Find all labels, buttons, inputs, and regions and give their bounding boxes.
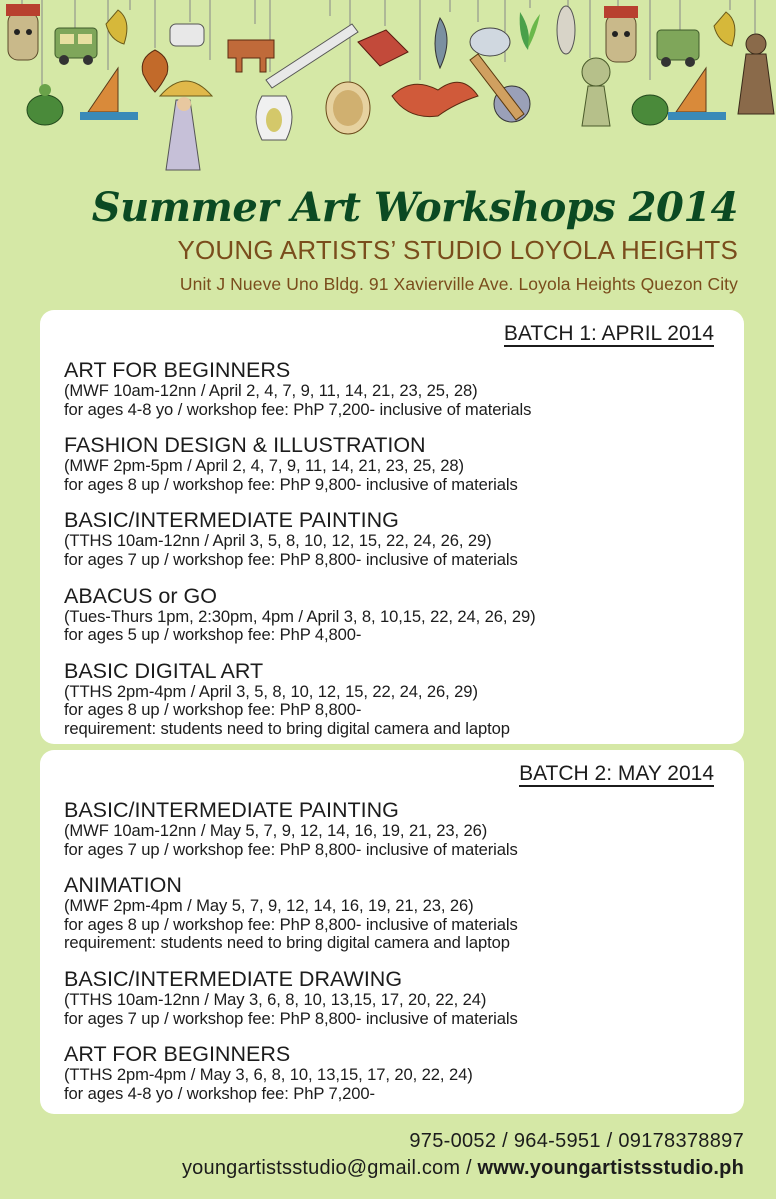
page-title: Summer Art Workshops 2014 xyxy=(91,184,738,231)
course-schedule: (TTHS 10am-12nn / April 3, 5, 8, 10, 12, 15, 22, 24, 26, 29) xyxy=(64,531,492,551)
course-schedule: (TTHS 2pm-4pm / April 3, 5, 8, 10, 12, 15, 22, 24, 26, 29) xyxy=(64,681,478,701)
course-abacus-or-go xyxy=(64,584,718,645)
course-art-for-beginners xyxy=(64,1042,718,1103)
course-details: for ages 7 up / workshop fee: PhP 8,800- inclusive of materials xyxy=(64,549,518,569)
course-schedule: (MWF 10am-12nn / May 5, 7, 9, 12, 14, 16, 19, 21, 23, 26) xyxy=(64,821,488,840)
studio-name: YOUNG ARTISTS’ STUDIO LOYOLA HEIGHTS xyxy=(177,235,738,265)
email-link[interactable]: youngartistsstudio@gmail.com xyxy=(181,1157,461,1179)
course-name: ANIMATION xyxy=(64,873,182,898)
course-schedule: (MWF 10am-12nn / April 2, 4, 7, 9, 11, 14, 21, 23, 25, 28) xyxy=(64,381,478,400)
course-name: ART FOR BEGINNERS xyxy=(64,358,291,382)
course-name: ABACUS or GO xyxy=(64,583,217,608)
batch-2-title: BATCH 2: MAY 2014 xyxy=(519,762,714,785)
course-schedule: (TTHS 10am-12nn / May 3, 6, 8, 10, 13,15, 17, 20, 22, 24) xyxy=(64,989,487,1009)
course-name: BASIC/INTERMEDIATE PAINTING xyxy=(64,508,399,533)
batch-1-panel xyxy=(40,310,744,744)
course-schedule: (MWF 2pm-4pm / May 5, 7, 9, 12, 14, 16, 19, 21, 23, 26) xyxy=(64,896,474,916)
course-basic-intermediate-drawing xyxy=(64,967,718,1028)
website-link[interactable]: www.youngartistsstudio.ph xyxy=(477,1157,744,1179)
course-details: for ages 8 up / workshop fee: PhP 8,800- inclusive of materials xyxy=(64,914,518,934)
course-details: for ages 8 up / workshop fee: PhP 8,800- xyxy=(64,700,362,720)
course-requirement: requirement: students need to bring digital camera and laptop xyxy=(64,718,510,738)
batch-2-panel xyxy=(40,750,744,1114)
course-art-for-beginners xyxy=(64,358,718,419)
course-requirement: requirement: students need to bring digital camera and laptop xyxy=(64,933,510,953)
course-animation xyxy=(64,873,718,953)
course-name: BASIC/INTERMEDIATE PAINTING xyxy=(64,798,399,822)
course-name: ART FOR BEGINNERS xyxy=(64,1042,291,1067)
course-name: BASIC/INTERMEDIATE DRAWING xyxy=(64,966,403,991)
phone-numbers: 975-0052 / 964-5951 / 09178378897 xyxy=(409,1130,744,1152)
contact-line xyxy=(182,1154,744,1182)
course-details: for ages 4-8 yo / workshop fee: PhP 7,200- xyxy=(64,1083,375,1103)
course-details: for ages 7 up / workshop fee: PhP 8,800- inclusive of materials xyxy=(64,1008,518,1028)
course-name: BASIC DIGITAL ART xyxy=(64,658,264,683)
course-schedule: (TTHS 2pm-4pm / May 3, 6, 8, 10, 13,15, 17, 20, 22, 24) xyxy=(64,1065,473,1085)
course-details: for ages 5 up / workshop fee: PhP 4,800- xyxy=(64,625,362,645)
hanging-crafts-illustration xyxy=(0,0,776,180)
course-details: for ages 8 up / workshop fee: PhP 9,800- inclusive of materials xyxy=(64,474,518,494)
course-details: for ages 7 up / workshop fee: PhP 8,800- inclusive of materials xyxy=(64,839,518,859)
course-basic-intermediate-painting xyxy=(64,508,718,569)
course-details: for ages 4-8 yo / workshop fee: PhP 7,200- inclusive of materials xyxy=(64,399,532,419)
header xyxy=(0,183,776,296)
course-schedule: (MWF 2pm-5pm / April 2, 4, 7, 9, 11, 14, 21, 23, 25, 28) xyxy=(64,456,464,476)
course-name: FASHION DESIGN & ILLUSTRATION xyxy=(64,433,426,458)
course-basic-intermediate-painting xyxy=(64,798,718,859)
course-basic-digital-art xyxy=(64,659,718,739)
studio-address: Unit J Nueve Uno Bldg. 91 Xavierville Ave. Loyola Heights Quezon City xyxy=(179,274,738,294)
separator: / xyxy=(460,1157,478,1179)
course-schedule: (Tues-Thurs 1pm, 2:30pm, 4pm / April 3, 8, 10,15, 22, 24, 26, 29) xyxy=(64,606,536,626)
batch-1-title: BATCH 1: APRIL 2014 xyxy=(503,322,714,345)
course-fashion-design xyxy=(64,433,718,494)
